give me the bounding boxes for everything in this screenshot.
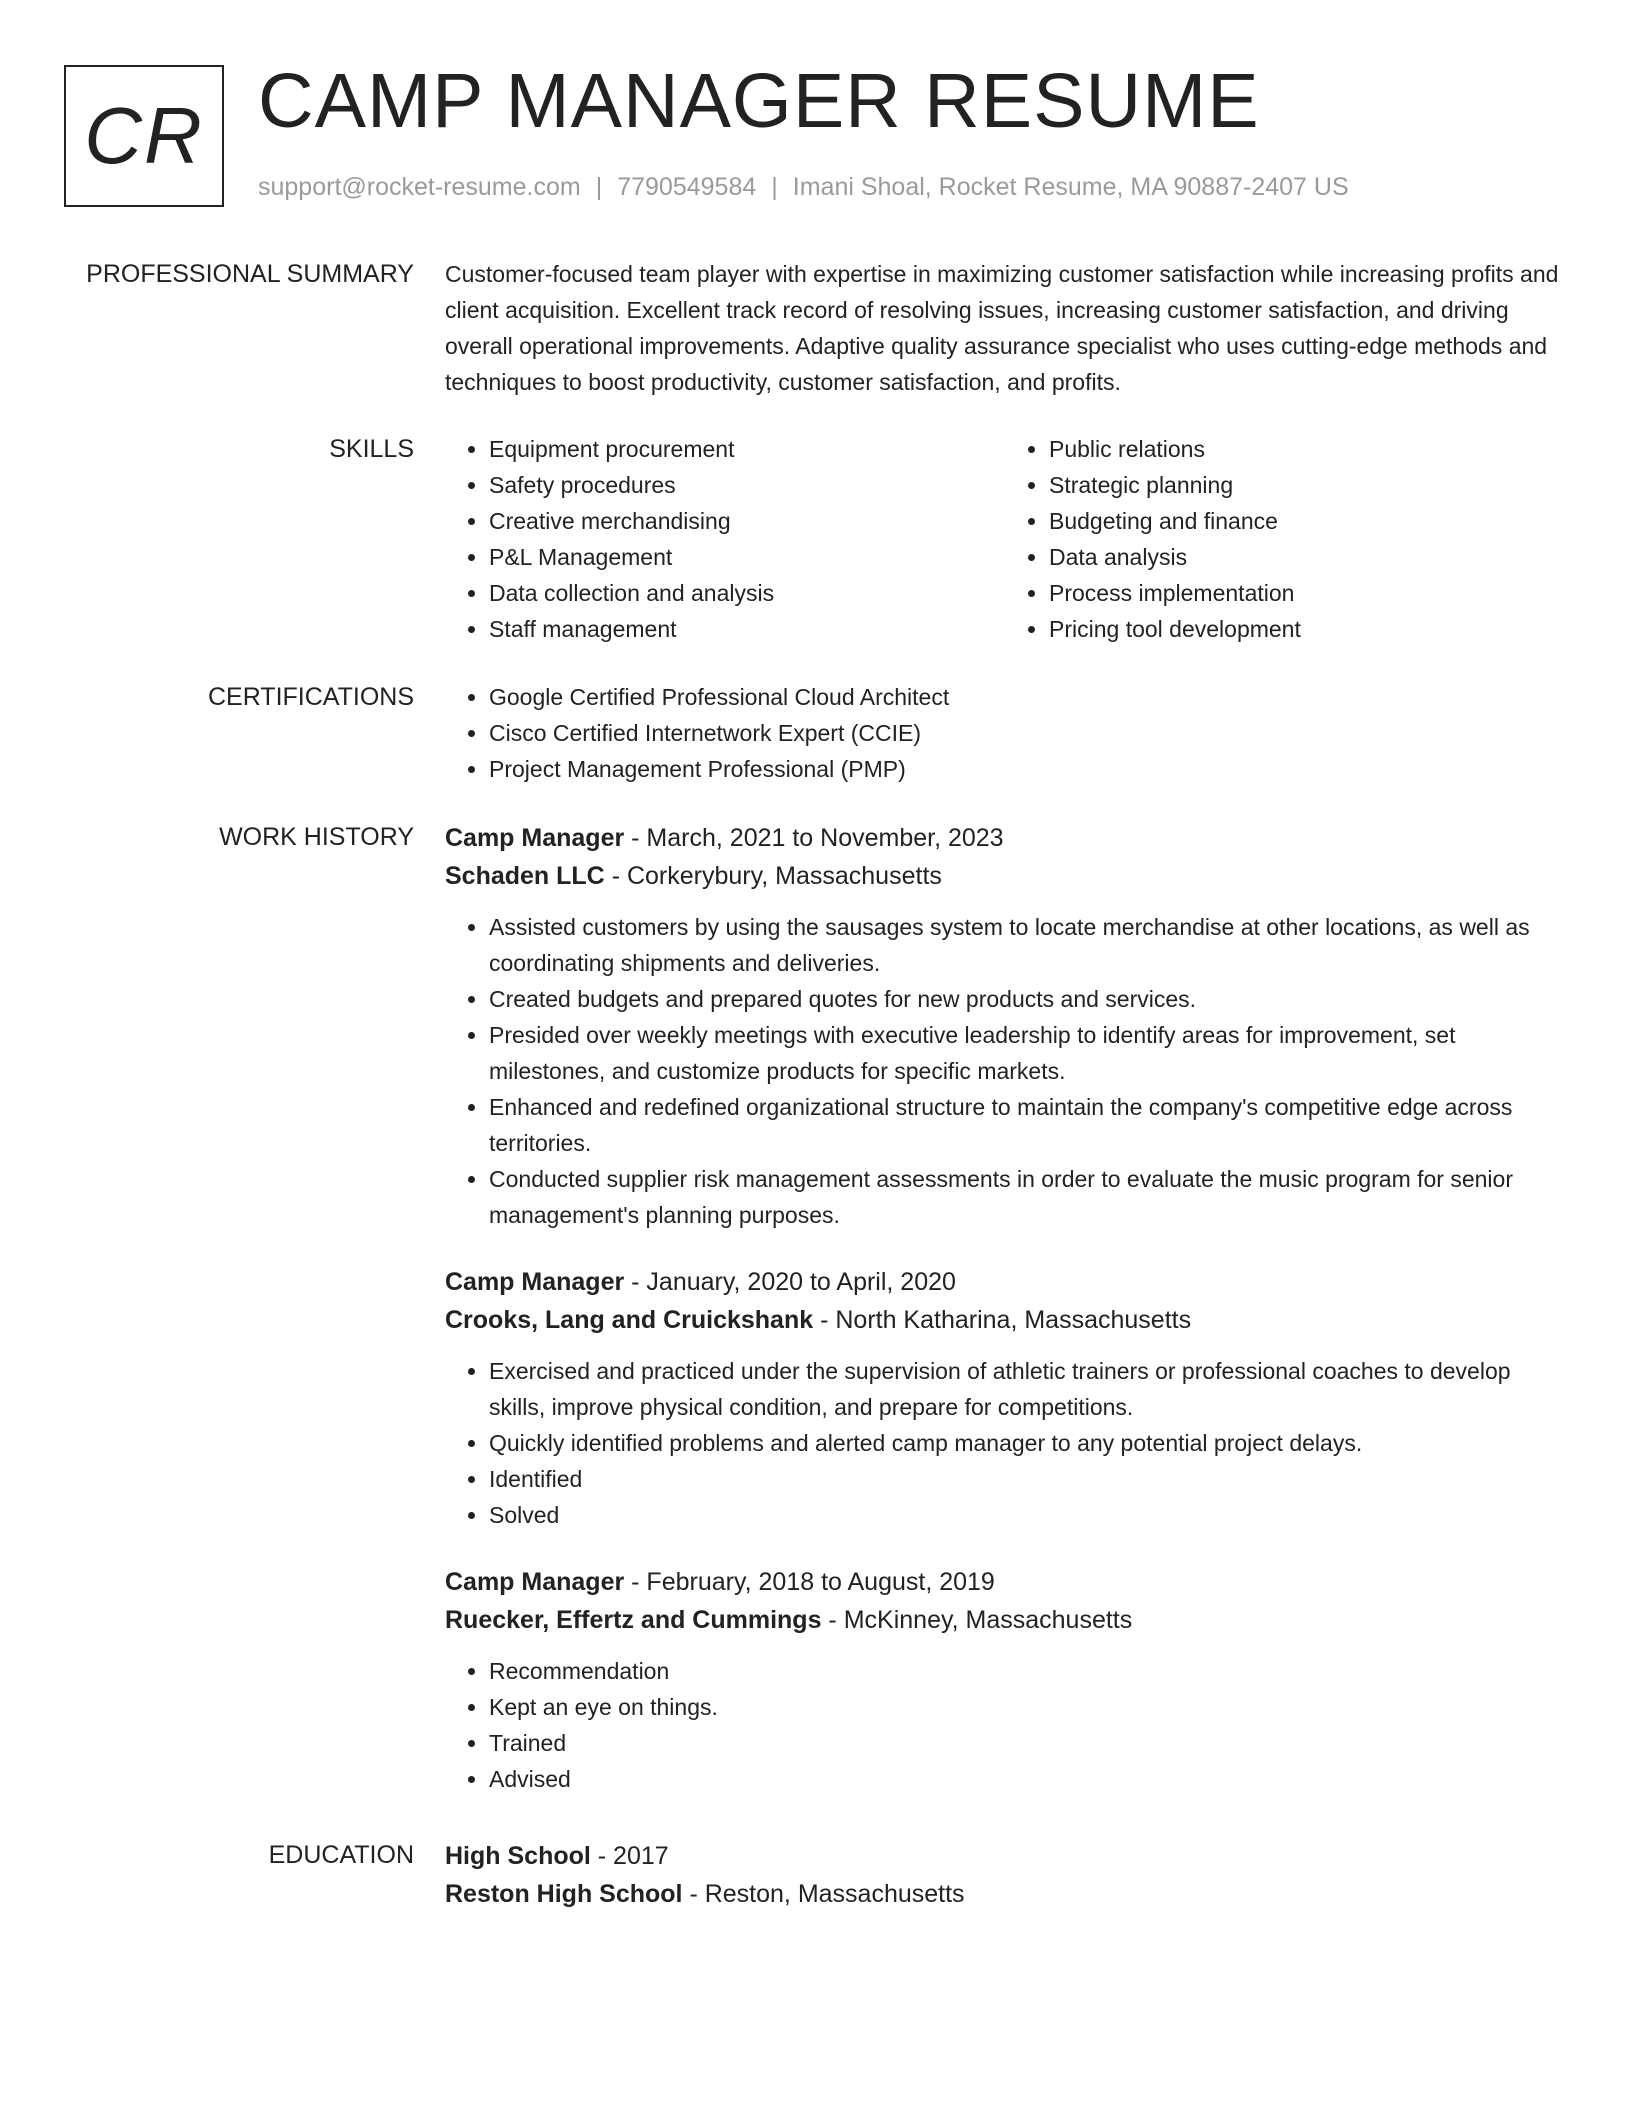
job-dates: - February, 2018 to August, 2019: [624, 1568, 995, 1596]
summary-text: Customer-focused team player with expertise in maximizing customer satisfaction while increasing profits and client acquisition. Excellent track record of resolving issues, increasing customer satisfaction, and driving overall operational improvements. Adaptive quality assurance specialist who uses cutting-edge methods and techniques to boost productivity, customer satisfaction, and profits.: [445, 261, 1559, 395]
skill-item: • Staff management: [489, 611, 1005, 647]
job-location: - North Katharina, Massachusetts: [813, 1306, 1192, 1334]
skills-column-2: [1005, 431, 1565, 647]
job-title-line: [445, 1563, 1565, 1601]
job-bullets: [445, 1653, 1565, 1797]
job-bullet: • Recommendation: [489, 1653, 1565, 1689]
contact-separator: |: [771, 173, 778, 201]
certification-item: • Google Certified Professional Cloud Architect: [489, 679, 1565, 715]
job-bullet: • Presided over weekly meetings with executive leadership to identify areas for improvement, set milestones, and customize products for specific markets.: [489, 1017, 1565, 1089]
job-bullet: • Exercised and practiced under the supervision of athletic trainers or professional coaches to develop skills, improve physical condition, and prepare for competitions.: [489, 1353, 1565, 1425]
page-title: CAMP MANAGER RESUME: [258, 58, 1260, 144]
education-degree: High School: [445, 1842, 591, 1870]
section-label-certifications: CERTIFICATIONS: [207, 683, 414, 711]
skill-item: • Process implementation: [1049, 575, 1565, 611]
section-label-education: EDUCATION: [268, 1841, 414, 1869]
job-bullet: • Quickly identified problems and alerted camp manager to any potential project delays.: [489, 1425, 1565, 1461]
monogram-logo: CR: [64, 65, 224, 207]
education-location: - Reston, Massachusetts: [682, 1880, 965, 1908]
job-title: Camp Manager: [445, 824, 625, 852]
job-company-line: [445, 1301, 1565, 1339]
job-company: Schaden LLC: [445, 862, 605, 890]
job-bullet: • Enhanced and redefined organizational structure to maintain the company's competitive edge across territories.: [489, 1089, 1565, 1161]
education-year: - 2017: [590, 1842, 669, 1870]
job-dates: - March, 2021 to November, 2023: [624, 824, 1004, 852]
job-entry: [445, 1263, 1565, 1533]
skill-item: • Public relations: [1049, 431, 1565, 467]
job-bullet: • Created budgets and prepared quotes for new products and services.: [489, 981, 1565, 1017]
job-title-line: [445, 819, 1565, 857]
skill-item: • Equipment procurement: [489, 431, 1005, 467]
job-bullet: • Trained: [489, 1725, 1565, 1761]
job-title-line: [445, 1263, 1565, 1301]
certifications-list: [445, 679, 1565, 787]
job-company: Crooks, Lang and Cruickshank: [445, 1306, 814, 1334]
job-bullet: • Kept an eye on things.: [489, 1689, 1565, 1725]
skill-item: • Data analysis: [1049, 539, 1565, 575]
section-label-work-history: WORK HISTORY: [219, 823, 414, 851]
job-bullets: [445, 909, 1565, 1233]
job-company-line: [445, 1601, 1565, 1639]
job-company-line: [445, 857, 1565, 895]
job-company: Ruecker, Effertz and Cummings: [445, 1606, 822, 1634]
job-bullet: • Assisted customers by using the sausages system to locate merchandise at other locations, as well as coordinating shipments and deliveries.: [489, 909, 1565, 981]
section-label-summary: PROFESSIONAL SUMMARY: [86, 260, 414, 288]
job-location: - Corkerybury, Massachusetts: [604, 862, 942, 890]
section-label-skills: SKILLS: [329, 435, 414, 463]
skill-item: • Pricing tool development: [1049, 611, 1565, 647]
job-bullet: • Identified: [489, 1461, 1565, 1497]
skill-item: • Safety procedures: [489, 467, 1005, 503]
job-title: Camp Manager: [445, 1268, 625, 1296]
contact-separator: |: [595, 173, 603, 201]
job-location: - McKinney, Massachusetts: [821, 1606, 1133, 1634]
contact-address: Imani Shoal, Rocket Resume, MA 90887-2407 US: [792, 173, 1349, 201]
certification-item: • Project Management Professional (PMP): [489, 751, 1565, 787]
skill-item: • Creative merchandising: [489, 503, 1005, 539]
contact-phone[interactable]: 7790549584: [617, 173, 757, 201]
education-school-line: [445, 1875, 1565, 1913]
skills-column-1: [445, 431, 1005, 647]
skill-item: • Strategic planning: [1049, 467, 1565, 503]
skill-item: • Budgeting and finance: [1049, 503, 1565, 539]
job-dates: - January, 2020 to April, 2020: [624, 1268, 956, 1296]
skill-item: • Data collection and analysis: [489, 575, 1005, 611]
contact-line: [258, 173, 1349, 202]
skill-item: • P&L Management: [489, 539, 1005, 575]
job-bullets: [445, 1353, 1565, 1533]
job-bullet: • Solved: [489, 1497, 1565, 1533]
job-title: Camp Manager: [445, 1568, 625, 1596]
contact-email[interactable]: support@rocket-resume.com: [258, 173, 581, 201]
job-entry: [445, 819, 1565, 1233]
job-bullet: • Conducted supplier risk management assessments in order to evaluate the music program for senior management's planning purposes.: [489, 1161, 1565, 1233]
job-entry: [445, 1563, 1565, 1797]
certification-item: • Cisco Certified Internetwork Expert (CCIE): [489, 715, 1565, 751]
job-bullet: • Advised: [489, 1761, 1565, 1797]
education-school: Reston High School: [445, 1880, 683, 1908]
education-degree-line: [445, 1837, 1565, 1875]
